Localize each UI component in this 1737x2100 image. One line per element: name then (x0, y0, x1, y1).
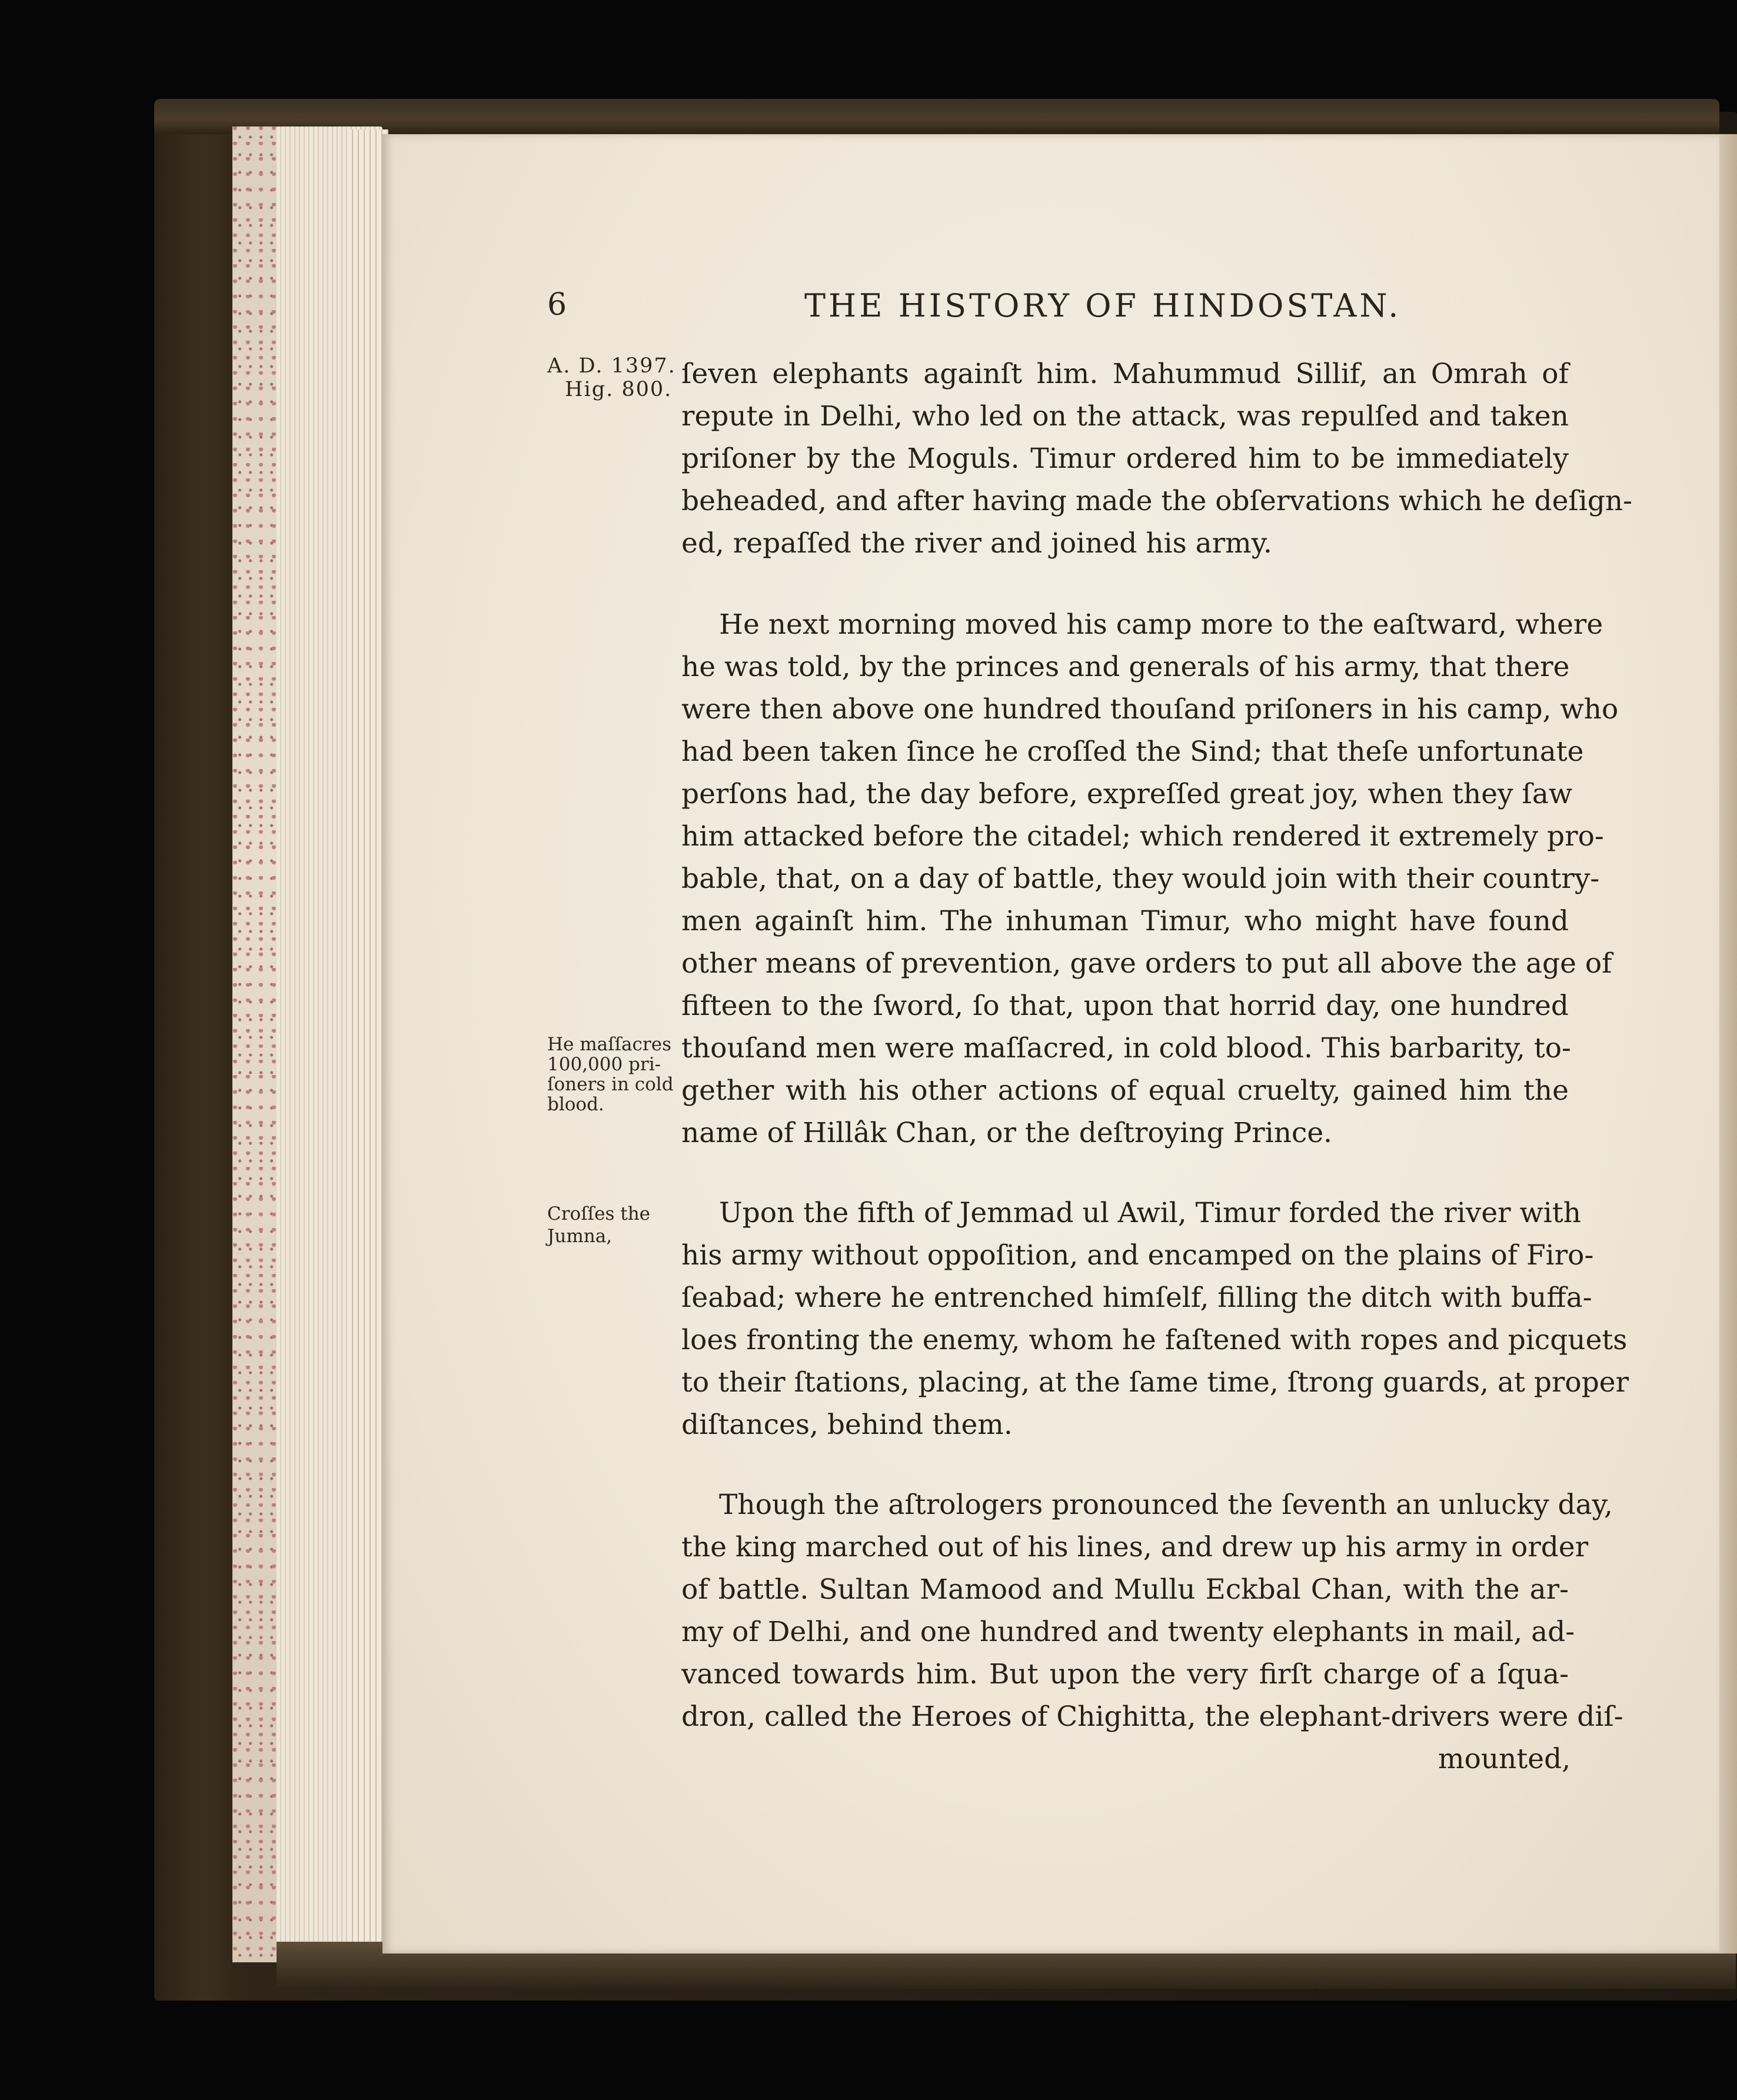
text-line: bable, that, on a day of battle, they would join with their country- (681, 863, 1600, 895)
text-line: my of Delhi, and one hundred and twenty elephants in mail, ad- (681, 1616, 1575, 1648)
running-head (547, 287, 1571, 328)
margin-note-massacre-1: He maſſacres (547, 1034, 671, 1055)
text-line: name of Hillâk Chan, or the deſtroying Prince. (681, 1117, 1333, 1149)
text-line: he was told, by the princes and generals of his army, that there (681, 651, 1570, 683)
text-line: priſoner by the Moguls. Timur ordered him to be immediately (681, 442, 1569, 475)
margin-date-hig: Hig. 800. (565, 378, 673, 401)
text-line: ſeabad; where he entrenched himſelf, filling the ditch with buffa- (681, 1282, 1592, 1314)
text-line: beheaded, and after having made the obſervations which he deſign- (681, 485, 1633, 517)
text-line: gether with his other actions of equal cruelty, gained him the (681, 1074, 1569, 1107)
text-line: to their ſtations, placing, at the ſame time, ſtrong guards, at proper (681, 1366, 1629, 1399)
margin-note-crosses-2: Jumna, (547, 1226, 613, 1247)
page-number: 6 (547, 287, 567, 322)
margin-note-massacre-2: 100,000 pri- (547, 1054, 661, 1075)
text-line: the king marched out of his lines, and drew up his army in order (681, 1531, 1589, 1563)
book-spine-top (154, 99, 1719, 134)
text-line: fifteen to the ſword, ſo that, upon that horrid day, one hundred (681, 990, 1569, 1022)
text-line: diſtances, behind them. (681, 1409, 1013, 1441)
text-line: ſeven elephants againſt him. Mahummud Sillif, an Omrah of (681, 358, 1569, 390)
text-line: ed, repaſſed the river and joined his army. (681, 527, 1272, 560)
text-line: him attacked before the citadel; which rendered it extremely pro- (681, 820, 1604, 853)
text-line: his army without oppoſition, and encamped on the plains of Firo- (681, 1239, 1594, 1272)
text-line: dron, called the Heroes of Chighitta, the elephant-drivers were diſ- (681, 1700, 1623, 1733)
running-title: THE HISTORY OF HINDOSTAN. (804, 287, 1402, 324)
text-line: other means of prevention, gave orders to put all above the age of (681, 947, 1612, 980)
text-line: perſons had, the day before, expreſſed great joy, when they ſaw (681, 778, 1573, 810)
text-line: had been taken ſince he croſſed the Sind; that theſe unfortunate (681, 736, 1584, 768)
margin-note-crosses-1: Croſſes the (547, 1203, 651, 1224)
text-line: men againſt him. The inhuman Timur, who might have found (681, 905, 1569, 937)
text-line: Upon the fifth of Jemmad ul Awil, Timur forded the river with (719, 1197, 1581, 1229)
text-line: Though the aſtrologers pronounced the ſeventh an unlucky day, (719, 1489, 1613, 1521)
text-line: repute in Delhi, who led on the attack, was repulſed and taken (681, 400, 1569, 432)
margin-note-massacre-3: ſoners in cold (547, 1074, 674, 1095)
margin-date-ad: A. D. 1397. (547, 354, 676, 378)
text-line: He next morning moved his camp more to the eaſtward, where (719, 608, 1603, 641)
catchword: mounted, (1438, 1743, 1571, 1775)
text-line: were then above one hundred thouſand priſoners in his camp, who (681, 693, 1619, 725)
margin-note-massacre-4: blood. (547, 1094, 604, 1115)
text-line: loes fronting the enemy, whom he faſtened with ropes and picquets (681, 1324, 1628, 1356)
text-line: of battle. Sultan Mamood and Mullu Eckbal Chan, with the ar- (681, 1573, 1569, 1606)
text-line: thouſand men were maſſacred, in cold blood. This barbarity, to- (681, 1032, 1571, 1064)
text-line: vanced towards him. But upon the very firſt charge of a ſqua- (681, 1658, 1569, 1690)
